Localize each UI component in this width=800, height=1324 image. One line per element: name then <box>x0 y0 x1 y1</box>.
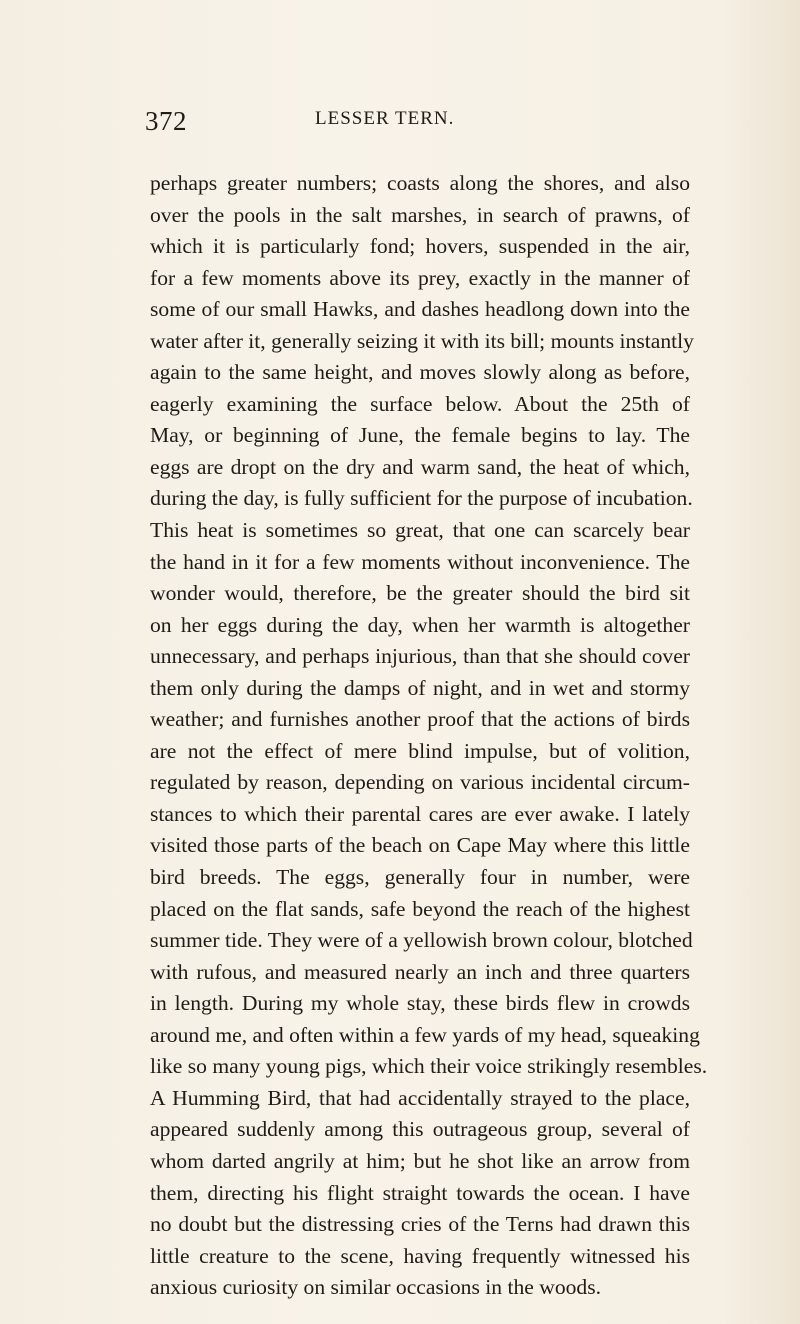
text-line: visited those parts of the beach on Cape May where this little <box>150 833 690 858</box>
text-line: again to the same height, and moves slowly along as before, <box>150 360 690 385</box>
text-line: regulated by reason, depending on various incidental circum- <box>150 770 690 795</box>
text-line: This heat is sometimes so great, that one can scarcely bear <box>150 518 690 543</box>
text-line: whom darted angrily at him; but he shot like an arrow from <box>150 1148 690 1173</box>
text-line: little creature to the scene, having frequently witnessed his <box>150 1243 690 1268</box>
text-line: some of our small Hawks, and dashes headlong down into the <box>150 297 690 322</box>
text-line: placed on the flat sands, safe beyond the reach of the highest <box>150 896 690 921</box>
page-number: 372 <box>145 106 187 136</box>
text-line: weather; and furnishes another proof that the actions of birds <box>150 707 690 732</box>
text-line: the hand in it for a few moments without inconvenience. The <box>150 549 690 574</box>
text-line: over the pools in the salt marshes, in search of prawns, of <box>150 202 690 227</box>
text-line: wonder would, therefore, be the greater should the bird sit <box>150 581 690 606</box>
body-text <box>150 168 708 1304</box>
text-line: which it is particularly fond; hovers, suspended in the air, <box>150 234 690 259</box>
text-line: no doubt but the distressing cries of the Terns had drawn this <box>150 1212 690 1237</box>
text-line: them only during the damps of night, and in wet and stormy <box>150 675 690 700</box>
text-line: them, directing his flight straight towards the ocean. I have <box>150 1180 690 1205</box>
text-line: eagerly examining the surface below. About the 25th of <box>150 391 690 416</box>
text-line: stances to which their parental cares are ever awake. I lately <box>150 801 690 826</box>
text-line: eggs are dropt on the dry and warm sand, the heat of which, <box>150 454 690 479</box>
text-line: May, or beginning of June, the female begins to lay. The <box>150 423 690 448</box>
running-head: LESSER TERN. <box>315 108 455 129</box>
text-line: A Humming Bird, that had accidentally strayed to the place, <box>150 1085 690 1110</box>
text-line: around me, and often within a few yards of my head, squeaking <box>150 1022 700 1047</box>
text-line: like so many young pigs, which their voice strikingly resembles. <box>150 1054 708 1079</box>
text-line: summer tide. They were of a yellowish brown colour, blotched <box>150 928 693 953</box>
text-line: perhaps greater numbers; coasts along the shores, and also <box>150 171 690 195</box>
text-line: appeared suddenly among this outrageous group, several of <box>150 1117 690 1142</box>
page-header <box>145 106 655 140</box>
text-line: for a few moments above its prey, exactly in the manner of <box>150 265 690 290</box>
text-line: during the day, is fully sufficient for the purpose of incubation. <box>150 486 693 511</box>
text-line: bird breeds. The eggs, generally four in number, were <box>150 865 690 890</box>
text-line: in length. During my whole stay, these birds flew in crowds <box>150 991 690 1016</box>
text-line: unnecessary, and perhaps injurious, than that she should cover <box>150 644 690 669</box>
text-line: anxious curiosity on similar occasions in the woods. <box>150 1275 602 1300</box>
text-line: are not the effect of mere blind impulse, but of volition, <box>150 738 690 763</box>
text-line: water after it, generally seizing it with its bill; mounts instantly <box>150 328 694 353</box>
text-line: with rufous, and measured nearly an inch and three quarters <box>150 959 690 984</box>
text-line: on her eggs during the day, when her warmth is altogether <box>150 612 690 637</box>
